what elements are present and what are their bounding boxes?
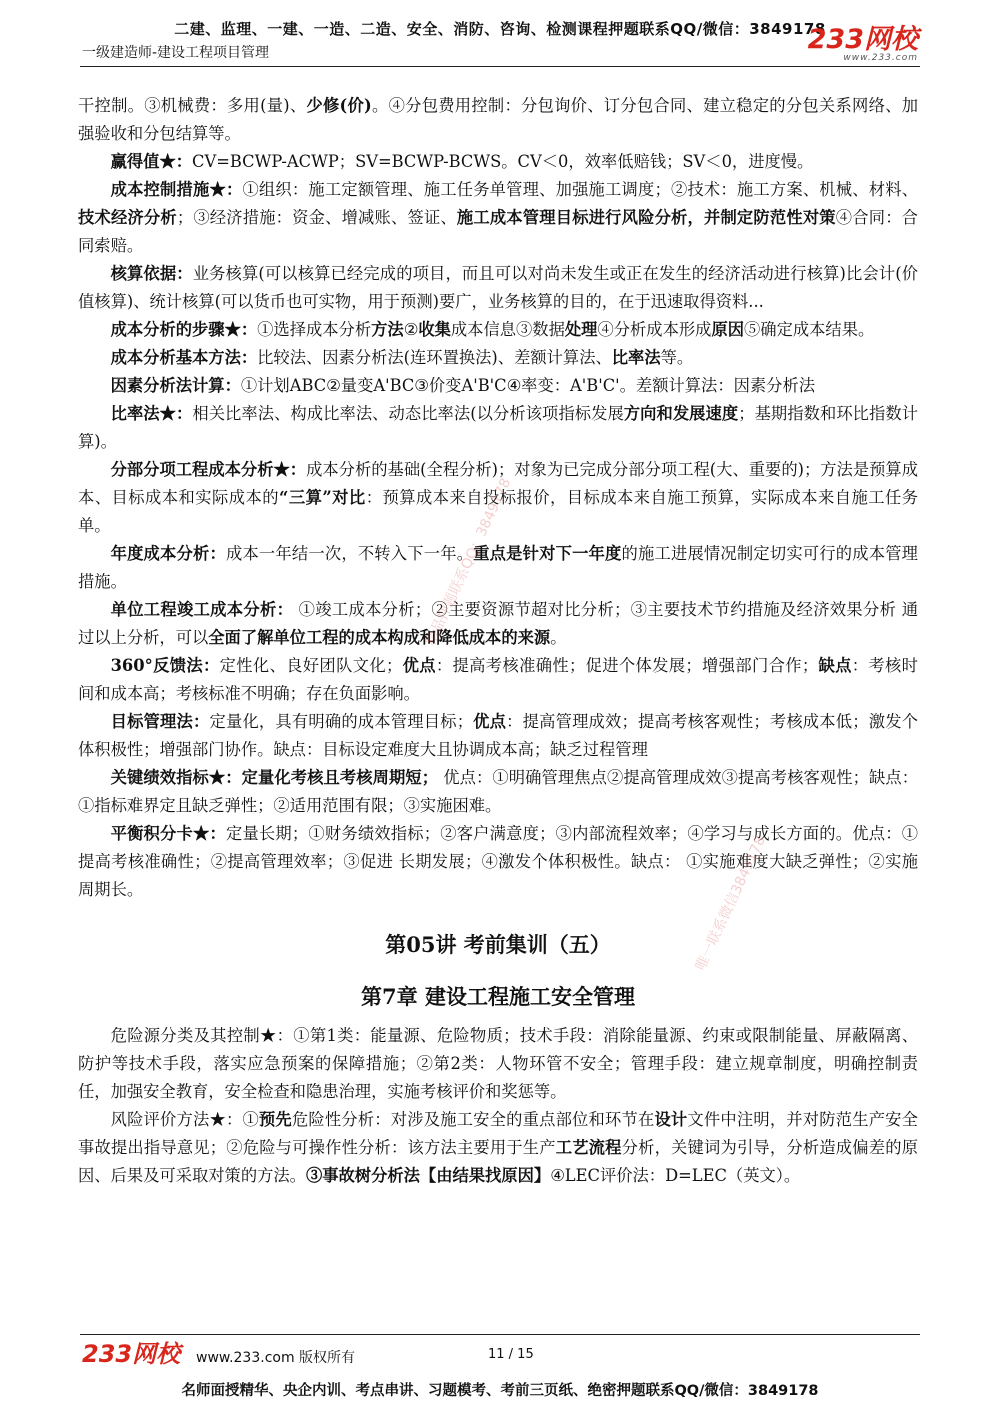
bold-text: 预先 [258,1110,292,1129]
text-run: 。④分包费用控制：分包询价、订分包合同、建立稳定的分包关系网络、加强验收和分包结算等。 [78,96,918,143]
bold-text: 少修(价) [306,96,372,115]
bold-text: 成本分析的步骤★： [110,320,258,339]
text-run: ② [403,320,419,339]
bold-text: 单位工程竣工成本分析： [110,600,294,619]
paragraph [78,316,918,344]
footer-logo[interactable] [82,1342,180,1366]
text-run: ① [242,1110,259,1129]
text-run: 风险评价方法★： [110,1110,243,1129]
bold-text: 优点 [402,656,436,675]
text-run: 优点：①明确管理焦点②提高管理成效③提高考核客观性；缺点：①指标难界定且缺乏弹性；②适用范围有限；③实施困难。 [78,768,918,815]
paragraph [78,260,918,316]
text-run: ：提高管理成效；提高考核客观性；考核成本低；激发个体积极性；增强部门协作。缺点：目标设定难度大且协调成本高；缺乏过程管理 [78,712,918,759]
text-run: 危险源分类及其控制★： [110,1026,294,1045]
bold-text: 技术经济分析 [78,208,177,227]
text-run: 文件中注明，并对防范生产安全事故提出指导意见；②危险与可操作性分析：该方法主要用于生产 [78,1110,918,1157]
paragraph [78,148,918,176]
bold-text: 全面了解单位工程的成本构成和降低成本的来源 [208,628,551,647]
watermark-text: 唯一联系微信3849178 [692,833,770,974]
bold-text: 因素分析法计算： [110,376,241,395]
paragraph [78,540,918,596]
text-run: 分析，关键词为引导，分析造成偏差的原因、后果及可采取对策的方法。 [78,1138,918,1185]
text-run: ：考核时间和成本高；考核标准不明确；存在负面影响。 [78,656,918,703]
bold-text: 关键绩效指标★：定量化考核且考核周期短； [110,768,438,787]
safety-section [78,1022,918,1190]
paragraph [78,708,918,764]
text-run: ：提高考核准确性；促进个体发展；增强部门合作； [435,656,819,675]
text-run: ⑤确定成本结果。 [744,320,875,339]
bold-text: 分部分项工程成本分析★： [110,460,307,479]
paragraph [78,344,918,372]
footer-logo-text: 233网校 [82,1340,181,1368]
bold-text: 收集 [418,320,451,339]
bottom-contact-banner: 名师面授精华、央企内训、考点串讲、习题模考、考前三页纸、绝密押题联系QQ/微信：3849178 [181,1383,819,1399]
text-run: 业务核算(可以核算已经完成的项目，而且可以对尚未发生或正在发生的经济活动进行核算)比会计(价值核算)、统计核算(可以货币也可实物，用于预测)要广，业务核算的目的，在于迅速取得资料... [78,264,918,311]
text-run: ；基期指数和环比指数计算)。 [78,404,918,451]
chapter-title: 第7章 建设工程施工安全管理 [361,984,635,1009]
text-run: 定性化、良好团队文化； [219,656,403,675]
logo-url: www.233.com [843,53,918,63]
text-run: ④分析成本形成 [597,320,712,339]
text-run: 干控制。③机械费：多用(量)、 [78,96,307,115]
text-run: 相关比率法、构成比率法、动态比率法(以分析该项指标发展 [192,404,624,423]
text-run: 成本分析的基础(全程分析)；对象为已完成分部分项工程(大、重要的)；方法是预算成本、目标成本和实际成本的 [78,460,918,507]
top-contact-banner: 二建、监理、一建、一造、二造、安全、消防、咨询、检测课程押题联系QQ/微信：3849178 [174,20,826,38]
bold-text: 重点是针对下一年度 [473,544,622,563]
paragraph [78,652,918,708]
text-run: ①第1类：能量源、危险物质；技术手段：消除能量源、约束或限制能量、屏蔽隔离、防护等技术手段，落实应急预案的保障措施；②第2类：人物环管不安全；管理手段：建立规章制度，明确控制责任，加强安全教育，安全检查和隐患治理，实施考核评价和奖惩等。 [78,1026,918,1101]
bold-text: 缺点 [818,656,852,675]
document-subtitle: 一级建造师-建设工程项目管理 [82,45,270,61]
text-run: 。 [550,628,567,647]
text-run: ①竣工成本分析；②主要资源节超对比分析；③主要技术节约措施及经济效果分析 通过以上分析，可以 [78,600,918,647]
bold-text: 设计 [654,1110,688,1129]
text-run: 危险性分析：对涉及施工安全的重点部位和环节在 [291,1110,655,1129]
footer-copyright: www.233.com 版权所有 [196,1350,356,1366]
text-run: CV=BCWP-ACWP；SV=BCWP-BCWS。CV＜0，效率低赔钱；SV＜0，进度慢。 [192,152,814,171]
text-run: ①计划ABC②量变A'BC③价变A'B'C④率变：A'B'C'。差额计算法：因素分析法 [240,376,816,395]
bold-text: 方向和发展速度 [623,404,739,423]
paragraph [78,1022,918,1106]
bold-text: ③事故树分析法【由结果找原因】 [305,1166,551,1185]
text-run: 定量化，具有明确的成本管理目标； [209,712,473,731]
paragraph [78,764,918,820]
text-run: ④合同：合同索赔。 [78,208,918,255]
bold-text: 处理 [564,320,598,339]
text-run: ；③经济措施：资金、增减账、签证、 [176,208,457,227]
bold-text: 目标管理法： [110,712,210,731]
text-run: ：预算成本来自投标报价，目标成本来自施工预算，实际成本来自施工任务单。 [78,488,918,535]
text-run: 的施工进展情况制定切实可行的成本管理措施。 [78,544,918,591]
bold-text: 比率法 [611,348,661,367]
bold-text: 年度成本分析： [110,544,226,563]
bold-text: “三算”对比 [279,488,366,507]
bold-text: 优点 [472,712,507,731]
text-run: 比较法、因素分析法(连环置换法)、差额计算法、 [257,348,612,367]
bold-text: 平衡积分卡★： [110,824,226,843]
paragraph [78,400,918,456]
page-content [78,92,918,1190]
text-run: ①组织：施工定额管理、施工任务单管理、加强施工调度；②技术：施工方案、机械、材料、 [242,180,918,199]
bold-text: 方法 [371,320,404,339]
header-divider [80,66,920,67]
brand-logo[interactable] [808,26,918,63]
bold-text: 原因 [711,320,745,339]
lecture-title: 第05讲 考前集训（五） [385,932,611,957]
paragraph [78,92,918,148]
text-run: ④LEC评价法：D=LEC（英文）。 [550,1166,801,1185]
text-run: ①选择成本分析 [257,320,372,339]
footer-divider [80,1334,920,1335]
bold-text: 施工成本管理目标进行风险分析，并制定防范性对策 [456,208,836,227]
text-run: 等。 [660,348,694,367]
bold-text: 核算依据： [110,264,193,283]
paragraph [78,176,918,260]
text-run: 成本信息③数据 [450,320,565,339]
bold-text: 成本控制措施★： [110,180,243,199]
paragraph [78,820,918,904]
text-run: 定量长期；①财务绩效指标；②客户满意度；③内部流程效率；④学习与成长方面的。优点：①提高考核准确性；②提高管理效率；③促进 长期发展；④激发个体积极性。缺点： ①实施难度大缺乏弹性；②实施周期长。 [78,824,918,899]
bold-text: 成本分析基本方法： [110,348,258,367]
paragraph [78,1106,918,1190]
watermark-text: 精品押题联系QQ：3849178 [422,475,515,649]
logo-text: 233网校 [807,24,918,55]
paragraph [78,372,918,400]
bold-text: 工艺流程 [555,1138,622,1157]
paragraph [78,596,918,652]
page-number: 11 / 15 [488,1347,534,1362]
bold-text: 比率法★： [110,404,193,423]
text-run: 成本一年结一次，不转入下一年。 [225,544,474,563]
bold-text: 赢得值★： [110,152,193,171]
bold-text: 360°反馈法： [110,656,220,675]
